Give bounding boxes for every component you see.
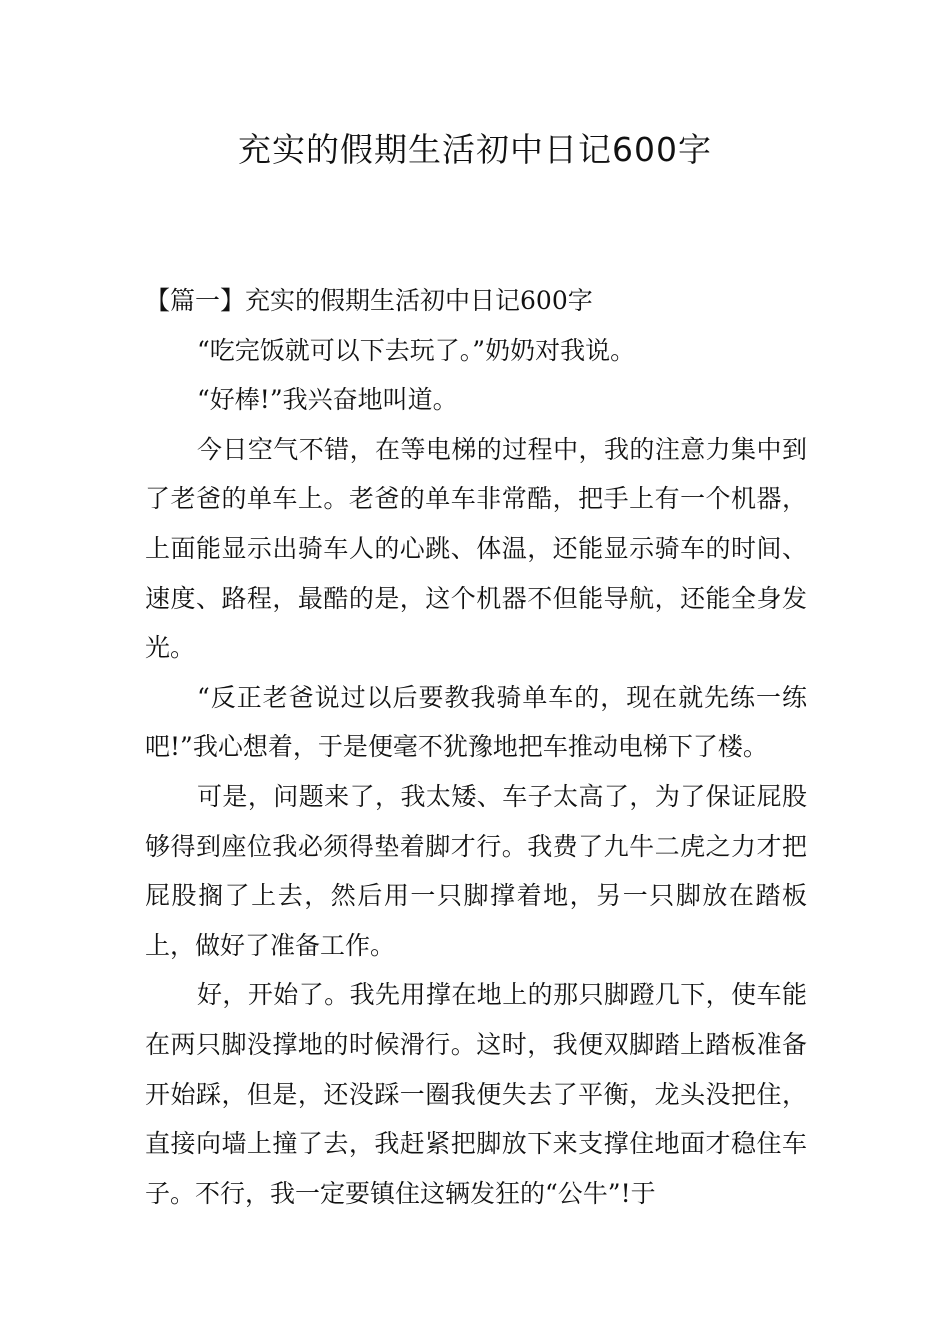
paragraph: “吃完饭就可以下去玩了。”奶奶对我说。: [197, 335, 636, 365]
section-heading: 【篇一】充实的假期生活初中日记600字: [145, 286, 593, 315]
paragraph: “反正老爸说过以后要教我骑单车的，现在就先练一练吧!”我心想着，于是便毫不犹豫地把车推动电梯下了楼。: [145, 682, 807, 762]
paragraph: 可是，问题来了，我太矮、车子太高了，为了保证屁股够得到座位我必须得垫着脚才行。我费了九牛二虎之力才把屁股搁了上去，然后用一只脚撑着地，另一只脚放在踏板上，做好了准备工作。: [145, 781, 807, 960]
paragraph: 好，开始了。我先用撑在地上的那只脚蹬几下，使车能在两只脚没撑地的时候滑行。这时，我便双脚踏上踏板准备开始踩，但是，还没踩一圈我便失去了平衡，龙头没把住，直接向墙上撞了去，我赶紧把脚放下来支撑住地面才稳住车子。不行，我一定要镇住这辆发狂的“公牛”!于: [145, 980, 807, 1208]
document-title: 充实的假期生活初中日记600字: [238, 130, 712, 169]
document-body: [145, 276, 807, 1218]
paragraph: “好棒!”我兴奋地叫道。: [197, 385, 458, 415]
paragraph: 今日空气不错，在等电梯的过程中，我的注意力集中到了老爸的单车上。老爸的单车非常酷，把手上有一个机器，上面能显示出骑车人的心跳、体温，还能显示骑车的时间、速度、路程，最酷的是，这个机器不但能导航，还能全身发光。: [145, 434, 807, 663]
